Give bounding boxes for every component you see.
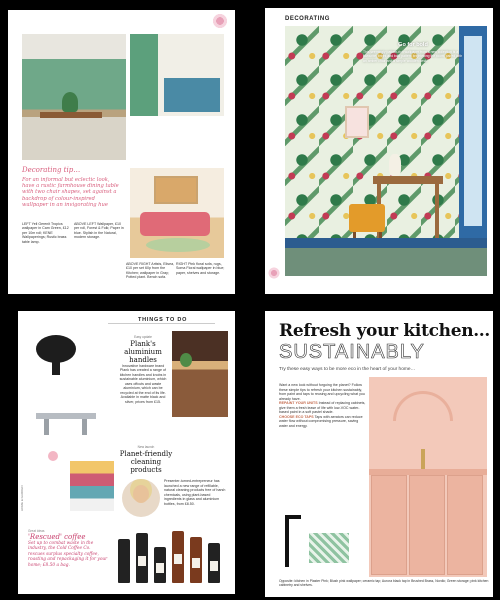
decorating-tip: [22, 166, 122, 208]
cabinet: [409, 475, 445, 575]
knob-top: [36, 335, 76, 363]
desk: [373, 176, 443, 184]
bottle: [172, 531, 184, 583]
section-label: THINGS TO DO: [138, 317, 188, 323]
plank-head: Plank's aluminium handles: [124, 339, 162, 364]
tap-pole: [285, 517, 289, 567]
bottle: [136, 533, 148, 583]
plank-body: Innovative hardware brand Plank has created a range of kitchen handles and knobs in sustainable aluminium, which uses offcuts and waste aluminium, which can be recycled at the end of its life. Available in matte black and silver, prices from £15.: [119, 363, 167, 404]
wall-art: [154, 176, 198, 204]
knob-image: [36, 335, 76, 375]
plant: [62, 92, 78, 112]
photo-pink-kitchen: [369, 377, 487, 577]
caption-head: Go for bold: [398, 42, 428, 48]
decorating-tip-body: For an informal but eclectic look, have a rustic farmhouse dining table with two chair shapes, set against a backdrop of colour-inspired wallpaper in an invigorating hue: [22, 177, 119, 208]
vertical-label: HOME & GARDEN: [20, 485, 24, 511]
rescued-coffee-article: [28, 529, 108, 568]
bottles-image: [114, 525, 224, 583]
caption-1: LEFT Yell Gerenit Tropics wallpaper in Cam Green, £12 per 10m roll; KENE Wallpaperings; Rustic brass table lamp.: [22, 222, 69, 244]
body-intro: Want a new look without forgoing the planet? Follow these simple tips to refresh your kitchen sustainably, from paint and taps to reusing and upcycling what you already have.: [279, 383, 365, 401]
rescued-kicker: Great ideas: [28, 529, 45, 533]
bottle: [208, 543, 220, 583]
planet-body: Presenter-turned-entrepreneur has launched a new range of refillable, natural cleaning products free of harsh chemicals, using plant-based ingredients in glass and aluminium bottles, from £8.50.: [164, 479, 226, 506]
subhead-2: CHOOSE ECO TAPS: [279, 414, 314, 419]
tap-spout: [285, 515, 301, 519]
bottle: [154, 547, 166, 583]
plank-kicker: Easy update: [134, 335, 152, 339]
dining-table: [40, 112, 102, 118]
cabinet: [447, 475, 483, 575]
flower-icon: [267, 266, 281, 280]
orange-chair: [349, 204, 385, 232]
blue-cabinet: [164, 78, 220, 112]
caption-body: This seemingly pattern-rich wallpaper from a new collection is a favourite, bright and bold pattern brightening the room, paired with an amber chair and a simple wooden desk.: [363, 50, 463, 63]
rescued-head: 'Rescued' coffee: [28, 533, 86, 541]
window: [459, 26, 487, 238]
planet-head: Planet-friendly cleaning products: [119, 449, 173, 474]
caption-4: RIGHT Pink floral sofa, rugs, Soma Floral wallpaper in blue; paper, shelves and storage.: [176, 262, 225, 275]
brass-tap: [421, 449, 425, 469]
caption-3: ABOVE RIGHT Artists, Elisea, £10 per set 60p from the Kitchen; wallpaper in Gray; Potted plant. Bench sofa.: [126, 262, 175, 280]
black-tap-image: [279, 507, 299, 567]
vase: [389, 154, 401, 176]
body-text: [279, 383, 367, 428]
pink-sofa: [140, 212, 210, 236]
planet-article: [118, 445, 174, 474]
plank-article: [118, 335, 168, 404]
wall-frame: [345, 106, 369, 138]
planet-kicker: New launch: [137, 445, 155, 449]
arch-shelf: [393, 391, 453, 421]
photo-green-kitchen: [22, 34, 126, 160]
handle-post: [44, 419, 49, 435]
caption-2: ABOVE LEFT Wallpaper, £10 per roll, Forest & Folk; Paper in blue. Stylish in the Natural, modern storage.: [74, 222, 124, 240]
page-things-to-do: [18, 311, 235, 594]
flower-icon: [211, 12, 229, 30]
cabinet: [371, 475, 407, 575]
photo-pink-sofa: [130, 168, 224, 258]
green-pattern-image: [309, 533, 349, 563]
bottle: [190, 537, 202, 583]
headline: Refresh your kitchen…: [279, 321, 491, 341]
skirting: [285, 238, 487, 248]
coffee-packs-image: [70, 461, 114, 511]
body-2: Taps with aerators can reduce water flow without compromising pressure, saving water and energy.: [279, 414, 363, 428]
avatar: [122, 479, 160, 517]
headline-outline: SUSTAINABLY: [279, 341, 425, 363]
knob-stem: [52, 361, 60, 375]
section-label: DECORATING: [285, 16, 330, 22]
photo-blue-cabinet: [130, 34, 224, 116]
page-caption: Opposite: kitchen in Plaster Pink; Blush pink wallpaper; ceramic tap; Aurora black tap in Brushed Brass, Nordic; Green storage; pink kitchen cabinetry and shelves.: [279, 579, 489, 588]
decorating-tip-head: Decorating tip…: [22, 166, 81, 174]
subhead-1: REPAINT YOUR UNITS: [279, 401, 318, 405]
header-rule: [108, 323, 215, 324]
page-interiors-right: [265, 8, 493, 294]
heart-icon: [48, 451, 58, 461]
body-1: Instead of replacing cabinets, give them a fresh lease of life with low-VOC water-based paint in a soft pastel shade.: [279, 401, 366, 414]
page-interiors-left: [8, 10, 235, 294]
rescued-body: Set up to combat waste in the industry, the Cold Coffee Co. rescues surplus specialty coffee, roasting and repackaging it for your home; £8.50 a bag.: [28, 541, 108, 568]
handle-post: [82, 419, 87, 435]
standfirst: Try these easy ways to be more eco in the heart of your home…: [279, 367, 416, 372]
handle-image: [36, 399, 96, 439]
photo-dark-kitchen: [172, 331, 228, 417]
rug: [146, 238, 210, 252]
photo-wallpaper-room: [285, 26, 487, 276]
photo-caption: [363, 42, 463, 63]
page-refresh-kitchen: [265, 311, 493, 597]
floor: [285, 248, 487, 276]
spray-bottle: [118, 539, 130, 583]
plant: [180, 353, 192, 367]
